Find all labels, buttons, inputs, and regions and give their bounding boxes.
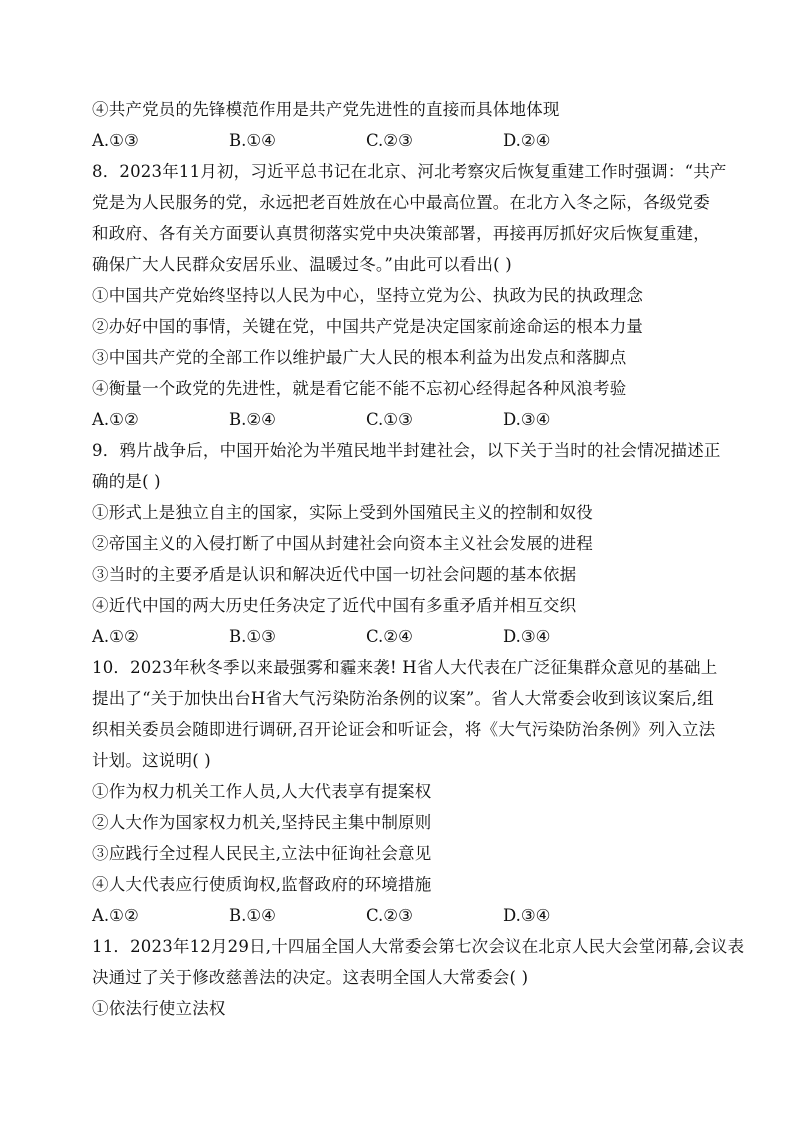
question-9-option-4: ④近代中国的两大历史任务决定了近代中国有多重矛盾并相互交织 xyxy=(92,596,577,615)
choice-b[interactable]: B.①④ xyxy=(229,906,276,925)
choice-a[interactable]: A.①② xyxy=(92,627,139,646)
question-9-choices xyxy=(92,621,712,652)
question-8-option-4: ④衡量一个政党的先进性，就是看它能不能不忘初心经得起各种风浪考验 xyxy=(92,379,627,398)
question-8-option-1: ①中国共产党始终坚持以人民为中心，坚持立党为公、执政为民的执政理念 xyxy=(92,286,644,305)
choice-b[interactable]: B.②④ xyxy=(229,410,276,429)
question-8-option-3: ③中国共产党的全部工作以维护最广大人民的根本利益为出发点和落脚点 xyxy=(92,348,627,367)
question-8-stem-line: 8．2023年11月初，习近平总书记在北京、河北考察灾后恢复重建工作时强调：“共产 xyxy=(92,162,727,181)
question-10-stem-line: 10．2023年秋冬季以来最强雾和霾来袭! H省人大代表在广泛征集群众意见的基础上 xyxy=(92,658,718,677)
question-11-stem-line: 决通过了关于修改慈善法的决定。这表明全国人大常委会( ) xyxy=(92,968,529,987)
choice-d[interactable]: D.②④ xyxy=(503,131,551,150)
question-7-option-4: ④共产党员的先锋模范作用是共产党先进性的直接而具体地体现 xyxy=(92,100,560,119)
question-10-stem-line: 提出了“关于加快出台H省大气污染防治条例的议案”。省人大常委会收到该议案后,组 xyxy=(92,689,714,708)
choice-c[interactable]: C.①③ xyxy=(366,410,413,429)
question-10-option-1: ①作为权力机关工作人员,人大代表享有提案权 xyxy=(92,782,432,801)
question-11-option-1: ①依法行使立法权 xyxy=(92,999,226,1018)
choice-c[interactable]: C.②③ xyxy=(366,906,413,925)
question-10-option-4: ④人大代表应行使质询权,监督政府的环境措施 xyxy=(92,875,432,894)
question-8-stem-line: 确保广大人民群众安居乐业、温暖过冬。”由此可以看出( ) xyxy=(92,255,512,274)
choice-a[interactable]: A.①② xyxy=(92,410,139,429)
choice-a[interactable]: A.①③ xyxy=(92,131,139,150)
choice-c[interactable]: C.②④ xyxy=(366,627,413,646)
question-10-stem-line: 计划。这说明( ) xyxy=(92,751,211,770)
choice-b[interactable]: B.①④ xyxy=(229,131,276,150)
question-8-option-2: ②办好中国的事情，关键在党，中国共产党是决定国家前途命运的根本力量 xyxy=(92,317,644,336)
question-8-stem-line: 和政府、各有关方面要认真贯彻落实党中央决策部署，再接再厉抓好灾后恢复重建， xyxy=(92,224,710,243)
question-10-option-3: ③应践行全过程人民民主,立法中征询社会意见 xyxy=(92,844,432,863)
page-content xyxy=(92,94,745,1024)
question-10-stem-line: 织相关委员会随即进行调研,召开论证会和听证会，将《大气污染防治条例》列入立法 xyxy=(92,720,716,739)
question-9-option-2: ②帝国主义的入侵打断了中国从封建社会向资本主义社会发展的进程 xyxy=(92,534,593,553)
question-8-choices xyxy=(92,404,712,435)
choice-a[interactable]: A.①② xyxy=(92,906,139,925)
choice-b[interactable]: B.①③ xyxy=(229,627,276,646)
question-10-choices xyxy=(92,900,712,931)
choice-d[interactable]: D.③④ xyxy=(503,627,551,646)
question-10-option-2: ②人大作为国家权力机关,坚持民主集中制原则 xyxy=(92,813,432,832)
question-9-option-3: ③当时的主要矛盾是认识和解决近代中国一切社会问题的基本依据 xyxy=(92,565,577,584)
choice-c[interactable]: C.②③ xyxy=(366,131,413,150)
question-9-stem-line: 确的是( ) xyxy=(92,472,161,491)
question-11-stem-line: 11．2023年12月29日,十四届全国人大常委会第七次会议在北京人民大会堂闭幕,会议表 xyxy=(92,937,745,956)
choice-d[interactable]: D.③④ xyxy=(503,410,551,429)
question-8-stem-line: 党是为人民服务的党，永远把老百姓放在心中最高位置。在北方入冬之际，各级党委 xyxy=(92,193,710,212)
question-7-choices xyxy=(92,125,712,156)
question-9-stem-line: 9．鸦片战争后，中国开始沦为半殖民地半封建社会，以下关于当时的社会情况描述正 xyxy=(92,441,721,460)
choice-d[interactable]: D.③④ xyxy=(503,906,551,925)
question-9-option-1: ①形式上是独立自主的国家，实际上受到外国殖民主义的控制和奴役 xyxy=(92,503,593,522)
